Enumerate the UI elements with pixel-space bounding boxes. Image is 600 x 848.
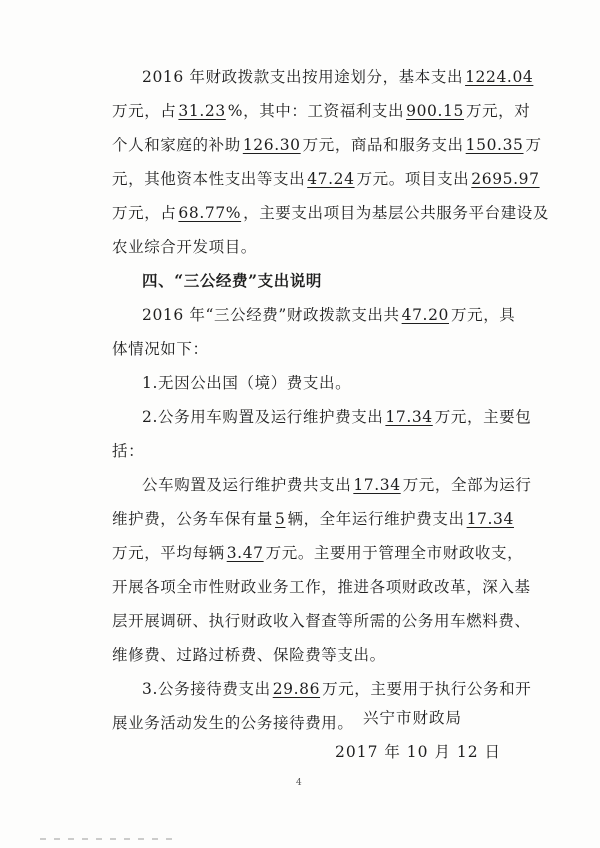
p1-line-4 [112,169,542,189]
value: 3.47 [226,544,264,562]
text: 万元，对 [465,102,531,120]
value: 150.35 [465,136,524,154]
item-1: 1.无因公出国（境）费支出。 [142,374,352,392]
value: 17.34 [466,510,514,528]
text: 万元，主要包 [434,408,532,426]
text: 万元，商品和服务支出 [302,136,464,154]
text: 2016 年“三公经费”财政拨款支出共 [142,306,400,324]
p3-line-5: 层开展调研、执行财政收入督查等所需的公务用车燃料费、 [112,612,531,630]
value: 17.34 [353,476,401,494]
text: 公车购置及运行维护费共支出 [142,476,352,494]
p2-line-2: 体情况如下： [112,340,209,358]
p1-line-1 [142,67,535,87]
value: 17.34 [385,408,433,426]
p1-line-6 [112,237,257,257]
p3-line-2 [112,509,516,529]
text: 万元。项目支出 [356,170,470,188]
text: 万元。主要用于管理全市财政收支， [265,544,524,562]
p1-line-5 [112,203,549,223]
signature-organization: 兴宁市财政局 [363,709,463,727]
text: 辆，全年运行维护费支出 [287,510,465,528]
p1-line-2 [112,101,530,121]
value: 5 [275,510,286,528]
text: 3.公务接待费支出 [142,680,271,698]
text: 农业综合开发项目。 [112,238,257,256]
text: 维护费，公务车保有量 [112,510,274,528]
text: 万元，主要用于执行公务和开 [322,680,532,698]
value: 31.23 [178,102,226,120]
text: 元，其他资本性支出等支出 [112,170,306,188]
value: 29.86 [272,680,321,698]
p3-line-1 [142,475,532,495]
text: 个人和家庭的补助 [112,136,241,154]
value: 2695.97 [471,170,540,188]
p3-line-3 [112,543,523,563]
scan-artifact [40,838,180,840]
value: 47.20 [401,306,449,324]
text: %，其中：工资福利支出 [227,102,405,120]
text: 万 [525,136,542,154]
page-number: 4 [296,778,302,788]
text: 万元，平均每辆 [112,544,225,562]
text: 万元，具 [451,306,516,324]
text: 2.公务用车购置及运行维护费支出 [142,408,384,426]
item-3-line-1 [142,679,531,699]
value: 68.77% [178,204,242,222]
text: ，主要支出项目为基层公共服务平台建设及 [243,204,550,222]
p3-line-4: 开展各项全市性财政业务工作，推进各项财政改革，深入基 [112,578,531,596]
p1-line-3 [112,135,542,155]
text: 2016 年财政拨款支出按用途划分，基本支出 [142,68,464,86]
text: 万元，全部为运行 [402,476,532,494]
signature-date: 2017 年 10 月 12 日 [335,743,502,761]
p2-line-1 [142,305,515,325]
item-2-line-1 [142,407,531,427]
value: 1224.04 [465,68,534,86]
p3-line-6: 维修费、过路过桥费、保险费等支出。 [112,646,386,664]
section-heading: 四、“三公经费”支出说明 [142,271,323,290]
value: 900.15 [406,102,464,120]
text: 万元，占 [112,204,177,222]
text: 万元，占 [112,102,177,120]
item-2-line-2: 括： [112,442,145,460]
value: 47.24 [307,170,355,188]
item-3-line-2: 展业务活动发生的公务接待费用。 [112,714,354,732]
value: 126.30 [242,136,301,154]
